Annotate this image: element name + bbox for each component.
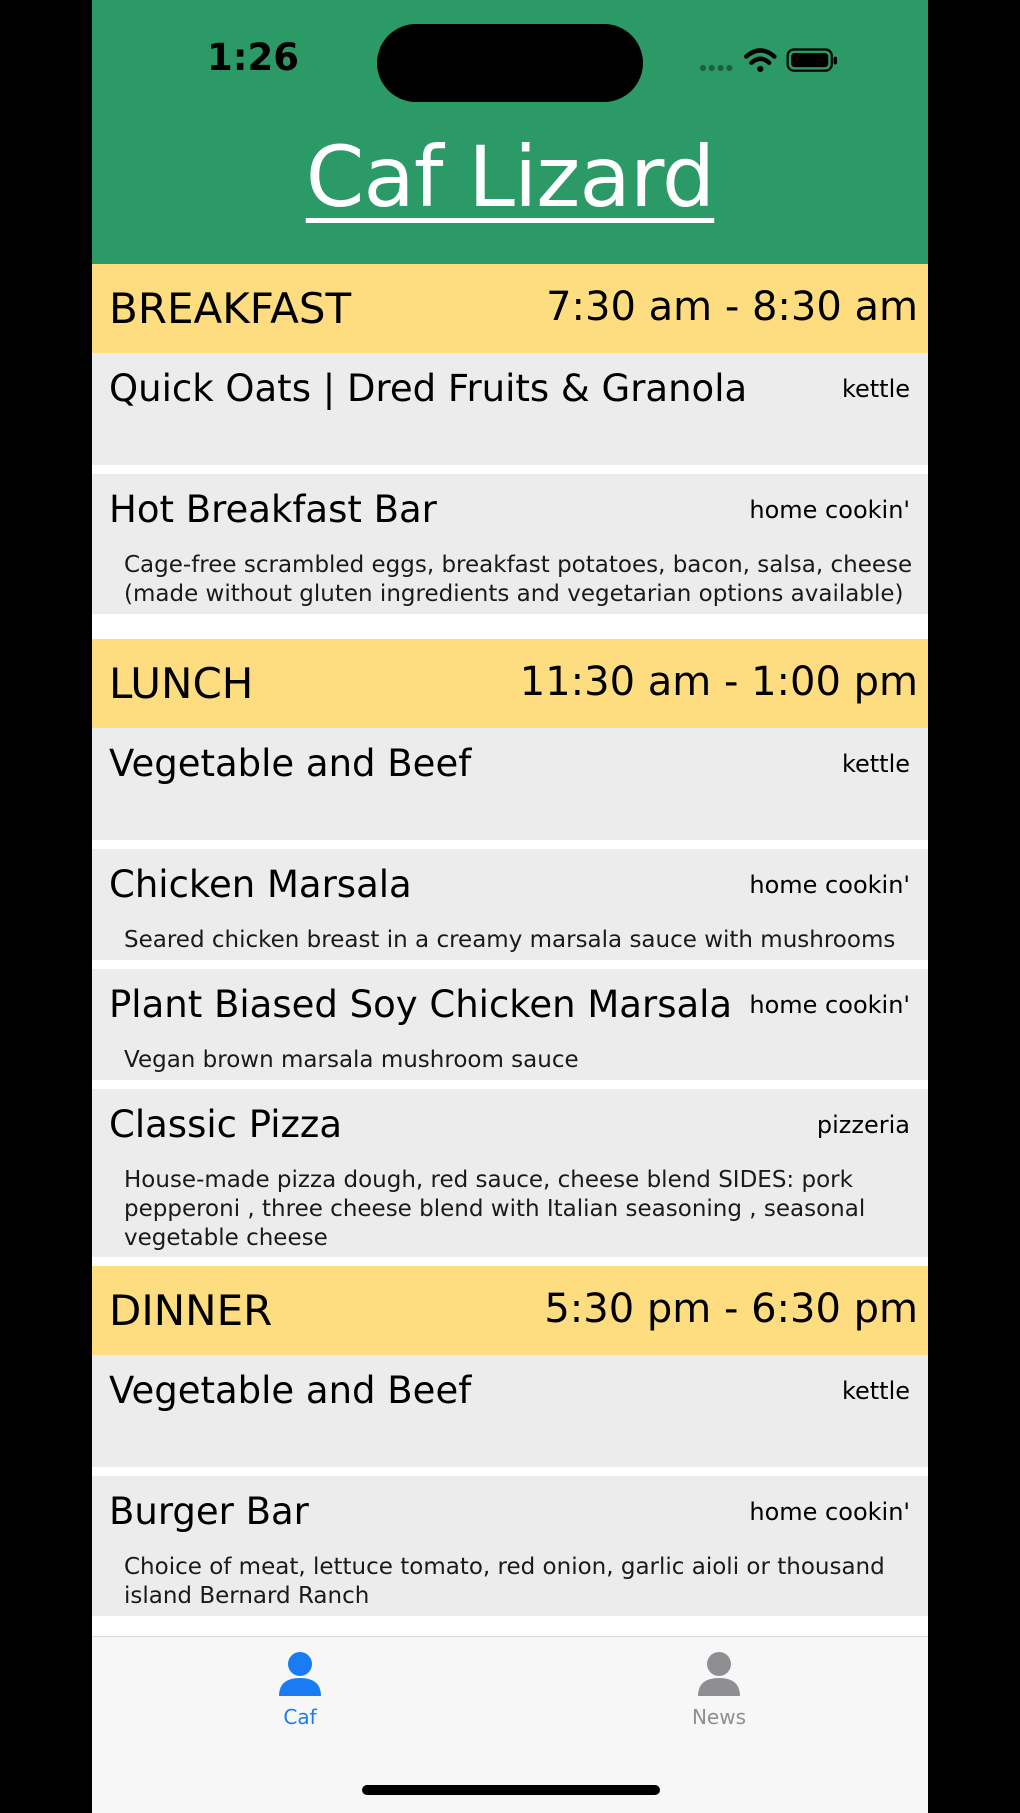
item-description: House-made pizza dough, red sauce, cheese blend SIDES: pork pepperoni , three cheese blend with Italian seasoning , seasonal vegetable cheese <box>124 1167 866 1251</box>
tab-label: Caf <box>283 1705 317 1729</box>
menu-item[interactable] <box>92 728 928 840</box>
app-screen <box>92 0 928 1813</box>
menu-item[interactable] <box>92 1089 928 1257</box>
item-description: Choice of meat, lettuce tomato, red onion, garlic aioli or thousand island Bernard Ranch <box>124 1554 885 1609</box>
meal-header-lunch <box>92 639 928 728</box>
signal-icon <box>700 65 733 71</box>
home-indicator[interactable] <box>362 1785 660 1795</box>
meal-time: 5:30 pm - 6:30 pm <box>544 1286 918 1332</box>
meal-time: 11:30 am - 1:00 pm <box>519 659 918 705</box>
menu-item[interactable] <box>92 474 928 614</box>
tab-news[interactable] <box>659 1651 779 1729</box>
menu-list[interactable] <box>92 264 928 1625</box>
item-station: home cookin' <box>749 1498 910 1526</box>
item-name: Plant Biased Soy Chicken Marsala <box>109 983 733 1026</box>
app-title: Caf Lizard <box>305 128 715 226</box>
item-description: Cage-free scrambled eggs, breakfast potatoes, bacon, salsa, cheese (made without gluten ingredients and vegetarian options available) <box>124 552 913 607</box>
item-description: Vegan brown marsala mushroom sauce <box>124 1047 579 1073</box>
item-description: Seared chicken breast in a creamy marsala sauce with mushrooms <box>124 927 896 953</box>
item-name: Vegetable and Beef <box>109 1369 472 1412</box>
item-station: pizzeria <box>816 1111 910 1139</box>
status-icons <box>690 46 850 76</box>
item-name: Hot Breakfast Bar <box>109 488 437 531</box>
menu-item[interactable] <box>92 969 928 1080</box>
item-station: home cookin' <box>749 991 910 1019</box>
tab-label: News <box>691 1705 747 1729</box>
menu-item[interactable] <box>92 1355 928 1467</box>
person-icon <box>278 1651 322 1697</box>
item-station: kettle <box>841 375 910 403</box>
dynamic-island <box>377 24 643 102</box>
meal-name: LUNCH <box>109 659 254 708</box>
item-name: Vegetable and Beef <box>109 742 472 785</box>
menu-item[interactable] <box>92 353 928 465</box>
meal-name: DINNER <box>109 1286 273 1335</box>
app-header <box>92 0 928 264</box>
person-icon <box>697 1651 741 1697</box>
item-name: Classic Pizza <box>109 1103 343 1146</box>
item-name: Chicken Marsala <box>109 863 412 906</box>
status-time: 1:26 <box>207 36 300 79</box>
menu-item[interactable] <box>92 1476 928 1616</box>
menu-item[interactable] <box>92 849 928 960</box>
meal-header-breakfast <box>92 264 928 353</box>
item-station: kettle <box>841 750 910 778</box>
meal-time: 7:30 am - 8:30 am <box>546 284 918 330</box>
item-station: home cookin' <box>749 871 910 899</box>
tab-caf[interactable] <box>240 1651 360 1729</box>
item-station: kettle <box>841 1377 910 1405</box>
item-name: Burger Bar <box>109 1490 309 1533</box>
item-name: Quick Oats | Dred Fruits & Granola <box>109 367 748 410</box>
item-station: home cookin' <box>749 496 910 524</box>
meal-header-dinner <box>92 1266 928 1355</box>
wifi-icon <box>746 50 774 72</box>
battery-icon <box>788 50 837 71</box>
meal-name: BREAKFAST <box>109 284 352 333</box>
